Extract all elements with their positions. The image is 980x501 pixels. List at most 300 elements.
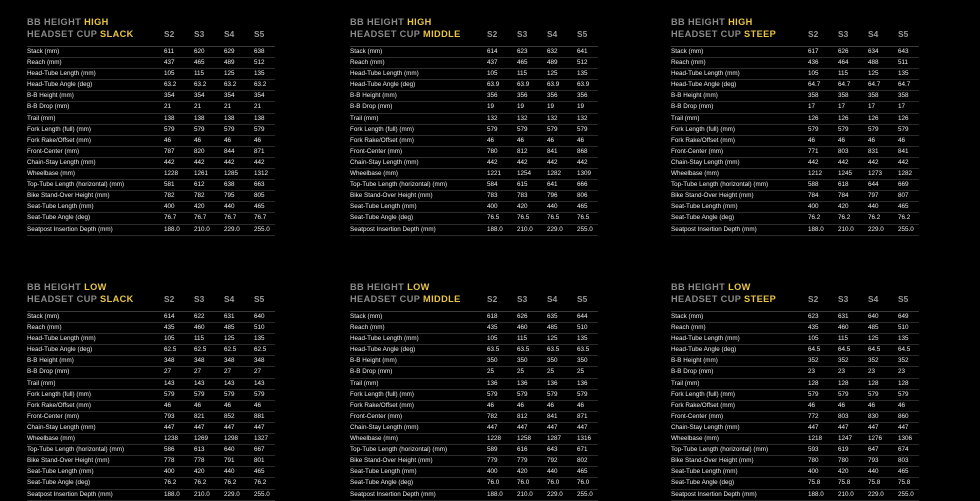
table-row bbox=[671, 467, 919, 478]
cell-value: 350 bbox=[487, 357, 498, 365]
cell-value: 420 bbox=[517, 203, 528, 211]
row-label: Seat-Tube Length (mm) bbox=[350, 203, 417, 211]
row-label: B-B Height (mm) bbox=[350, 357, 397, 365]
row-label: Stack (mm) bbox=[350, 48, 383, 55]
cell-value: 611 bbox=[164, 48, 175, 55]
cell-value: 105 bbox=[808, 70, 819, 78]
cell-value: 143 bbox=[224, 379, 235, 387]
cell-value: 793 bbox=[868, 457, 879, 465]
cell-value: 782 bbox=[487, 412, 498, 420]
row-label: Stack (mm) bbox=[671, 48, 704, 55]
table-row bbox=[671, 445, 919, 456]
table-row bbox=[671, 80, 919, 91]
table-row bbox=[27, 334, 275, 345]
cell-value: 46 bbox=[517, 136, 525, 144]
cell-value: 635 bbox=[547, 313, 558, 320]
cell-value: 354 bbox=[164, 92, 175, 100]
cell-value: 871 bbox=[254, 147, 265, 155]
cell-value: 210.0 bbox=[838, 490, 854, 498]
cell-value: 616 bbox=[517, 446, 528, 454]
cell-value: 447 bbox=[838, 423, 849, 431]
cell-value: 460 bbox=[838, 324, 849, 332]
row-label: Seat-Tube Angle (deg) bbox=[27, 214, 91, 222]
row-label: Fork Rake/Offset (mm) bbox=[671, 401, 735, 409]
bb-height-label bbox=[671, 282, 751, 292]
cell-value: 1282 bbox=[898, 170, 913, 178]
row-label: B-B Drop (mm) bbox=[27, 368, 70, 376]
size-column-header: S2 bbox=[808, 294, 819, 304]
cell-value: 76.5 bbox=[517, 214, 530, 222]
cell-value: 442 bbox=[898, 158, 909, 166]
cell-value: 143 bbox=[254, 379, 265, 387]
row-label: Seat-Tube Angle (deg) bbox=[27, 479, 91, 487]
table-row bbox=[350, 356, 598, 367]
cell-value: 442 bbox=[224, 158, 235, 166]
cell-value: 125 bbox=[547, 335, 558, 343]
cell-value: 485 bbox=[224, 324, 235, 332]
row-label: Stack (mm) bbox=[27, 313, 60, 320]
row-label: Seat-Tube Length (mm) bbox=[671, 468, 738, 476]
cell-value: 447 bbox=[517, 423, 528, 431]
cell-value: 128 bbox=[868, 379, 879, 387]
row-label: Seat-Tube Angle (deg) bbox=[671, 214, 735, 222]
row-label: Wheelbase (mm) bbox=[27, 435, 75, 443]
cell-value: 447 bbox=[194, 423, 205, 431]
cell-value: 76.5 bbox=[577, 214, 590, 222]
cell-value: 64.7 bbox=[898, 81, 911, 89]
row-label: Seat-Tube Angle (deg) bbox=[350, 479, 414, 487]
table-row bbox=[27, 490, 275, 501]
row-label: B-B Height (mm) bbox=[671, 92, 718, 100]
cell-value: 783 bbox=[487, 192, 498, 200]
cell-value: 64.7 bbox=[808, 81, 821, 89]
cell-value: 666 bbox=[577, 181, 588, 189]
cell-value: 21 bbox=[194, 103, 202, 111]
table-row bbox=[27, 323, 275, 334]
row-label: Top-Tube Length (horizontal) (mm) bbox=[350, 446, 448, 454]
row-label: Fork Length (full) (mm) bbox=[350, 390, 415, 398]
cell-value: 860 bbox=[898, 412, 909, 420]
row-label: Top-Tube Length (horizontal) (mm) bbox=[27, 181, 125, 189]
cell-value: 25 bbox=[517, 368, 525, 376]
table-row bbox=[671, 191, 919, 202]
cell-value: 46 bbox=[164, 136, 172, 144]
row-label: Seatpost Insertion Depth (mm) bbox=[350, 490, 436, 498]
cell-value: 21 bbox=[164, 103, 172, 111]
cell-value: 105 bbox=[487, 335, 498, 343]
cell-value: 356 bbox=[487, 92, 498, 100]
cell-value: 783 bbox=[517, 192, 528, 200]
cell-value: 779 bbox=[517, 457, 528, 465]
cell-value: 780 bbox=[838, 457, 849, 465]
cell-value: 188.0 bbox=[487, 490, 503, 498]
cell-value: 46 bbox=[254, 136, 262, 144]
row-label: Seatpost Insertion Depth (mm) bbox=[27, 225, 113, 233]
cell-value: 772 bbox=[808, 412, 819, 420]
cell-value: 46 bbox=[838, 136, 846, 144]
cell-value: 442 bbox=[164, 158, 175, 166]
table-row bbox=[671, 158, 919, 169]
row-label: Wheelbase (mm) bbox=[350, 170, 398, 178]
cell-value: 350 bbox=[547, 357, 558, 365]
cell-value: 115 bbox=[517, 70, 528, 78]
cell-value: 797 bbox=[868, 192, 879, 200]
cell-value: 132 bbox=[547, 114, 558, 122]
cell-value: 440 bbox=[224, 203, 235, 211]
row-label: Bike Stand-Over Height (mm) bbox=[671, 192, 754, 200]
row-label: Chain-Stay Length (mm) bbox=[27, 158, 96, 166]
row-label: Seatpost Insertion Depth (mm) bbox=[671, 490, 757, 498]
table-row bbox=[27, 379, 275, 390]
cell-value: 793 bbox=[164, 412, 175, 420]
cell-value: 631 bbox=[224, 313, 235, 320]
cell-value: 584 bbox=[487, 181, 498, 189]
cell-value: 400 bbox=[487, 468, 498, 476]
cell-value: 871 bbox=[577, 412, 588, 420]
table-row bbox=[671, 312, 919, 323]
cell-value: 63.9 bbox=[487, 81, 500, 89]
cell-value: 640 bbox=[254, 313, 265, 320]
size-column-header: S5 bbox=[577, 29, 588, 39]
cell-value: 465 bbox=[254, 468, 265, 476]
cell-value: 852 bbox=[224, 412, 235, 420]
cell-value: 420 bbox=[194, 468, 205, 476]
cell-value: 63.2 bbox=[194, 81, 207, 89]
cell-value: 188.0 bbox=[164, 225, 180, 233]
cell-value: 126 bbox=[838, 114, 849, 122]
cell-value: 400 bbox=[164, 468, 175, 476]
row-label: Seatpost Insertion Depth (mm) bbox=[350, 225, 436, 233]
cell-value: 465 bbox=[194, 59, 205, 67]
row-label: B-B Height (mm) bbox=[27, 92, 74, 100]
cell-value: 579 bbox=[577, 390, 588, 398]
geometry-table bbox=[27, 311, 275, 501]
cell-value: 76.2 bbox=[224, 479, 237, 487]
cell-value: 830 bbox=[868, 412, 879, 420]
table-row bbox=[350, 125, 598, 136]
cell-value: 135 bbox=[577, 70, 588, 78]
cell-value: 778 bbox=[194, 457, 205, 465]
cell-value: 667 bbox=[254, 446, 265, 454]
table-row bbox=[671, 356, 919, 367]
cell-value: 579 bbox=[547, 125, 558, 133]
table-row bbox=[350, 180, 598, 191]
cell-value: 23 bbox=[898, 368, 906, 376]
cell-value: 255.0 bbox=[577, 225, 593, 233]
cell-value: 623 bbox=[517, 48, 528, 55]
cell-value: 62.5 bbox=[254, 346, 267, 354]
row-label: B-B Drop (mm) bbox=[350, 368, 393, 376]
cell-value: 25 bbox=[547, 368, 555, 376]
cell-value: 643 bbox=[547, 446, 558, 454]
table-row bbox=[350, 213, 598, 224]
cell-value: 447 bbox=[547, 423, 558, 431]
cell-value: 442 bbox=[838, 158, 849, 166]
cell-value: 17 bbox=[898, 103, 906, 111]
table-row bbox=[350, 91, 598, 102]
table-row bbox=[350, 169, 598, 180]
table-row bbox=[671, 213, 919, 224]
cell-value: 812 bbox=[517, 412, 528, 420]
row-label: B-B Drop (mm) bbox=[27, 103, 70, 111]
cell-value: 255.0 bbox=[254, 490, 270, 498]
table-row bbox=[350, 191, 598, 202]
cell-value: 136 bbox=[547, 379, 558, 387]
cell-value: 778 bbox=[164, 457, 175, 465]
cell-value: 210.0 bbox=[517, 490, 533, 498]
cell-value: 352 bbox=[898, 357, 909, 365]
geometry-panel bbox=[671, 282, 919, 498]
cell-value: 581 bbox=[164, 181, 175, 189]
table-row bbox=[27, 390, 275, 401]
size-column-header: S3 bbox=[838, 29, 849, 39]
table-row bbox=[671, 125, 919, 136]
table-row bbox=[27, 169, 275, 180]
table-row bbox=[671, 490, 919, 501]
row-label: Top-Tube Length (horizontal) (mm) bbox=[671, 181, 769, 189]
cell-value: 626 bbox=[517, 313, 528, 320]
row-label: Bike Stand-Over Height (mm) bbox=[27, 192, 110, 200]
row-label: Reach (mm) bbox=[671, 324, 706, 332]
cell-value: 593 bbox=[808, 446, 819, 454]
cell-value: 631 bbox=[838, 313, 849, 320]
row-label: Front-Center (mm) bbox=[671, 147, 724, 155]
cell-value: 17 bbox=[868, 103, 876, 111]
row-label: Reach (mm) bbox=[671, 59, 706, 67]
cell-value: 440 bbox=[547, 203, 558, 211]
cell-value: 17 bbox=[808, 103, 816, 111]
cell-value: 63.2 bbox=[254, 81, 267, 89]
table-row bbox=[671, 412, 919, 423]
cell-value: 821 bbox=[194, 412, 205, 420]
cell-value: 1273 bbox=[868, 170, 883, 178]
geometry-table bbox=[27, 46, 275, 236]
cell-value: 46 bbox=[808, 136, 816, 144]
size-column-header: S3 bbox=[838, 294, 849, 304]
cell-value: 579 bbox=[517, 125, 528, 133]
row-label: Bike Stand-Over Height (mm) bbox=[27, 457, 110, 465]
cell-value: 128 bbox=[808, 379, 819, 387]
headset-cup-value: SLACK bbox=[100, 294, 134, 304]
cell-value: 435 bbox=[164, 324, 175, 332]
table-row bbox=[27, 213, 275, 224]
cell-value: 1228 bbox=[487, 435, 502, 443]
size-column-header: S3 bbox=[194, 29, 205, 39]
row-label: Trail (mm) bbox=[27, 114, 56, 122]
row-label: Seat-Tube Length (mm) bbox=[671, 203, 738, 211]
cell-value: 447 bbox=[808, 423, 819, 431]
cell-value: 138 bbox=[224, 114, 235, 122]
cell-value: 447 bbox=[164, 423, 175, 431]
cell-value: 442 bbox=[487, 158, 498, 166]
cell-value: 76.2 bbox=[164, 479, 177, 487]
cell-value: 138 bbox=[254, 114, 265, 122]
cell-value: 46 bbox=[868, 401, 876, 409]
size-column-header: S4 bbox=[547, 29, 558, 39]
cell-value: 1245 bbox=[838, 170, 853, 178]
row-label: Wheelbase (mm) bbox=[671, 170, 719, 178]
cell-value: 614 bbox=[487, 48, 498, 55]
cell-value: 46 bbox=[517, 401, 525, 409]
row-label: Top-Tube Length (horizontal) (mm) bbox=[27, 446, 125, 454]
cell-value: 420 bbox=[194, 203, 205, 211]
table-row bbox=[671, 323, 919, 334]
cell-value: 844 bbox=[224, 147, 235, 155]
row-label: Fork Length (full) (mm) bbox=[27, 390, 92, 398]
size-column-header: S4 bbox=[868, 29, 879, 39]
geometry-panel bbox=[671, 17, 919, 233]
cell-value: 115 bbox=[838, 335, 849, 343]
cell-value: 579 bbox=[194, 125, 205, 133]
cell-value: 579 bbox=[254, 390, 265, 398]
size-column-header: S2 bbox=[164, 294, 175, 304]
row-label: Top-Tube Length (horizontal) (mm) bbox=[350, 181, 448, 189]
cell-value: 63.5 bbox=[517, 346, 530, 354]
cell-value: 358 bbox=[868, 92, 879, 100]
table-row bbox=[671, 390, 919, 401]
cell-value: 784 bbox=[808, 192, 819, 200]
headset-cup-value: STEEP bbox=[744, 294, 777, 304]
cell-value: 46 bbox=[487, 401, 495, 409]
row-label: Reach (mm) bbox=[350, 59, 385, 67]
cell-value: 440 bbox=[868, 468, 879, 476]
table-row bbox=[27, 456, 275, 467]
cell-value: 135 bbox=[254, 335, 265, 343]
cell-value: 1261 bbox=[194, 170, 209, 178]
table-row bbox=[350, 434, 598, 445]
cell-value: 1327 bbox=[254, 435, 269, 443]
table-row bbox=[350, 390, 598, 401]
table-row bbox=[350, 490, 598, 501]
cell-value: 589 bbox=[487, 446, 498, 454]
cell-value: 136 bbox=[487, 379, 498, 387]
cell-value: 64.5 bbox=[808, 346, 821, 354]
table-row bbox=[671, 114, 919, 125]
cell-value: 27 bbox=[194, 368, 202, 376]
cell-value: 76.0 bbox=[487, 479, 500, 487]
cell-value: 46 bbox=[254, 401, 262, 409]
row-label: Wheelbase (mm) bbox=[27, 170, 75, 178]
cell-value: 510 bbox=[898, 324, 909, 332]
cell-value: 511 bbox=[898, 59, 909, 67]
row-label: Head-Tube Length (mm) bbox=[350, 70, 419, 78]
table-row bbox=[27, 412, 275, 423]
cell-value: 350 bbox=[577, 357, 588, 365]
cell-value: 674 bbox=[898, 446, 909, 454]
row-label: B-B Height (mm) bbox=[671, 357, 718, 365]
cell-value: 188.0 bbox=[164, 490, 180, 498]
table-row bbox=[27, 47, 275, 58]
cell-value: 1258 bbox=[517, 435, 532, 443]
bb-height-word: BB HEIGHT bbox=[671, 282, 729, 292]
size-column-header: S4 bbox=[224, 29, 235, 39]
cell-value: 489 bbox=[224, 59, 235, 67]
row-label: Chain-Stay Length (mm) bbox=[350, 423, 419, 431]
table-row bbox=[671, 147, 919, 158]
cell-value: 348 bbox=[254, 357, 265, 365]
cell-value: 465 bbox=[254, 203, 265, 211]
cell-value: 76.2 bbox=[808, 214, 821, 222]
cell-value: 352 bbox=[868, 357, 879, 365]
cell-value: 1218 bbox=[808, 435, 823, 443]
cell-value: 638 bbox=[224, 181, 235, 189]
cell-value: 801 bbox=[254, 457, 265, 465]
geometry-table bbox=[350, 46, 598, 236]
row-label: Front-Center (mm) bbox=[350, 412, 403, 420]
cell-value: 135 bbox=[577, 335, 588, 343]
cell-value: 436 bbox=[808, 59, 819, 67]
cell-value: 663 bbox=[254, 181, 265, 189]
cell-value: 579 bbox=[194, 390, 205, 398]
table-row bbox=[350, 412, 598, 423]
row-label: Fork Length (full) (mm) bbox=[27, 125, 92, 133]
cell-value: 76.7 bbox=[224, 214, 237, 222]
bb-height-value: LOW bbox=[407, 282, 430, 292]
cell-value: 1228 bbox=[164, 170, 179, 178]
cell-value: 618 bbox=[838, 181, 849, 189]
size-column-header: S3 bbox=[194, 294, 205, 304]
geometry-table bbox=[671, 46, 919, 236]
cell-value: 350 bbox=[517, 357, 528, 365]
cell-value: 641 bbox=[547, 181, 558, 189]
cell-value: 803 bbox=[838, 412, 849, 420]
cell-value: 579 bbox=[547, 390, 558, 398]
size-column-header: S5 bbox=[254, 294, 265, 304]
cell-value: 579 bbox=[164, 125, 175, 133]
cell-value: 780 bbox=[487, 147, 498, 155]
cell-value: 465 bbox=[577, 468, 588, 476]
cell-value: 27 bbox=[224, 368, 232, 376]
cell-value: 803 bbox=[898, 457, 909, 465]
cell-value: 780 bbox=[808, 457, 819, 465]
cell-value: 512 bbox=[577, 59, 588, 67]
bb-height-word: BB HEIGHT bbox=[350, 282, 408, 292]
cell-value: 442 bbox=[547, 158, 558, 166]
cell-value: 135 bbox=[898, 335, 909, 343]
cell-value: 63.5 bbox=[547, 346, 560, 354]
table-row bbox=[27, 312, 275, 323]
cell-value: 75.8 bbox=[898, 479, 911, 487]
bb-height-label bbox=[671, 17, 753, 27]
cell-value: 115 bbox=[194, 70, 205, 78]
table-row bbox=[27, 125, 275, 136]
headset-cup-value: STEEP bbox=[744, 29, 777, 39]
cell-value: 1276 bbox=[868, 435, 883, 443]
cell-value: 255.0 bbox=[898, 225, 914, 233]
table-row bbox=[671, 180, 919, 191]
cell-value: 647 bbox=[868, 446, 879, 454]
cell-value: 447 bbox=[868, 423, 879, 431]
headset-cup-label bbox=[671, 294, 776, 304]
headset-cup-label bbox=[350, 294, 461, 304]
cell-value: 615 bbox=[517, 181, 528, 189]
cell-value: 579 bbox=[487, 125, 498, 133]
cell-value: 440 bbox=[224, 468, 235, 476]
cell-value: 669 bbox=[898, 181, 909, 189]
cell-value: 465 bbox=[577, 203, 588, 211]
size-column-header: S5 bbox=[254, 29, 265, 39]
cell-value: 447 bbox=[898, 423, 909, 431]
cell-value: 644 bbox=[868, 181, 879, 189]
cell-value: 125 bbox=[224, 70, 235, 78]
cell-value: 1247 bbox=[838, 435, 853, 443]
bb-height-label bbox=[27, 17, 109, 27]
cell-value: 620 bbox=[194, 48, 205, 55]
cell-value: 820 bbox=[194, 147, 205, 155]
table-row bbox=[350, 202, 598, 213]
bb-height-word: BB HEIGHT bbox=[27, 17, 85, 27]
cell-value: 437 bbox=[487, 59, 498, 67]
